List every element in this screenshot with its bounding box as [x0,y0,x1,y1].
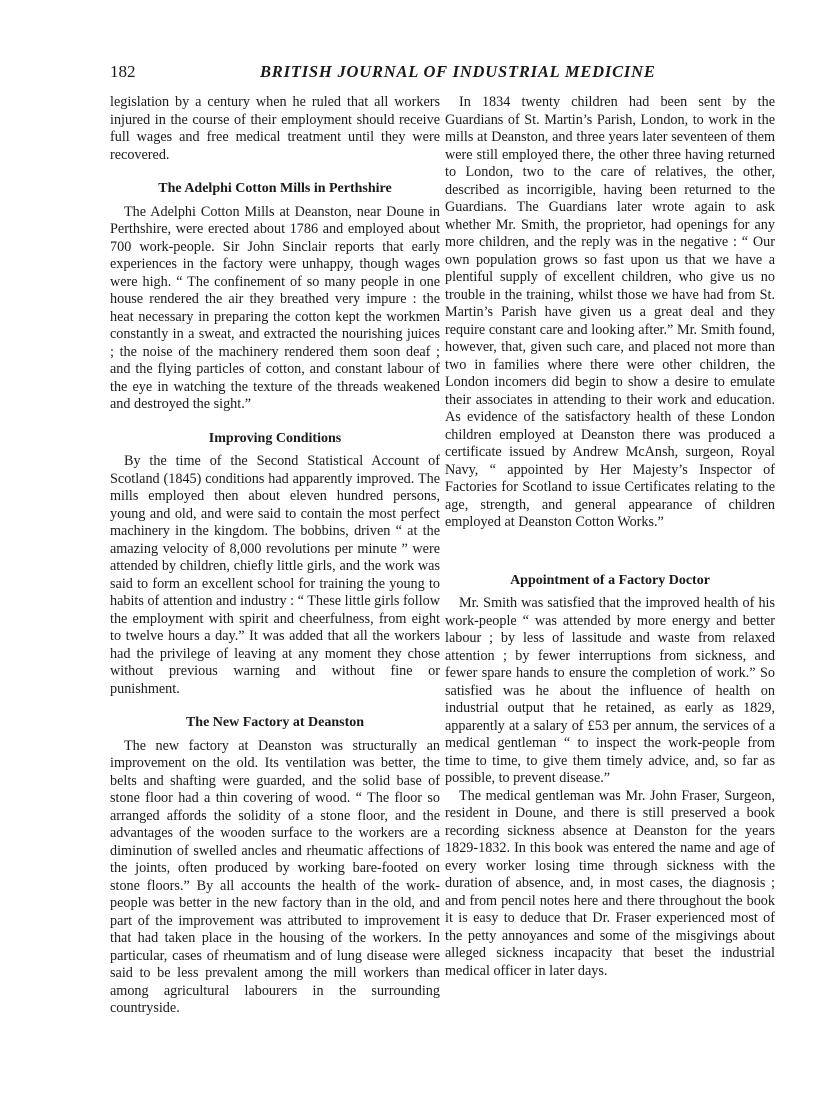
journal-title: BRITISH JOURNAL OF INDUSTRIAL MEDICINE [260,62,656,81]
right-column [445,94,775,980]
paragraph-adelphi: The Adelphi Cotton Mills at Deanston, near Doune in Perthshire, were erected about 1786 and employed about 700 work-people. Sir John Sinclair reports that early experiences in the factory were unhappy, though wages were high. “ The confinement of so many people in one house rendered the air they breathed very impure : the heat necessary in preparing the cotton kept the workmen constantly in a sweat, and extracted the nourishing juices ; the noise of the machinery rendered them soon deaf ; and the flying particles of cotton, and constant labour of the eye in watching the texture of the threads weakened and destroyed the sight.” [110,203,440,412]
paragraph-legislation: legislation by a century when he ruled that all workers injured in the course of their employment should receive full wages and free medical treatment until they were recovered. [110,94,440,163]
heading-factory-doctor: Appointment of a Factory Doctor [510,572,710,588]
page-header [110,62,772,88]
heading-adelphi-cotton-mills: The Adelphi Cotton Mills in Perthshire [158,181,392,196]
page-number: 182 [110,62,136,81]
paragraph-st-martins-children: In 1834 twenty children had been sent by the Guardians of St. Martin’s Parish, London, to work in the mills at Deanston, and three years later seventeen of them were still employed there, the other three having returned to London, two to the care of relatives, the other, described as incorrigible, having been returned to the Guardians. The Guardians later wrote again to ask whether Mr. Smith, the proprietor, had openings for any more children, and the reply was in the negative : “ Our own population grows so fast upon us that we have a plentiful supply of excellent children, who give us no trouble in the training, whilst those we have had from St. Martin’s Parish have given us a great deal and they require constant care and looking after.” Mr. Smith found, however, that, given such care, and placed not more than two in families where there were other children, the London incomers did begin to show a desire to emulate their associates in attending to their work and education. As evidence of the satisfactory health of these London children employed at Deanston there was produced a certificate issued by Andrew McAnsh, surgeon, Royal Navy, “ appointed by Her Majesty’s Inspector of Factories for Scotland to issue Certificates relating to the age, strength, and general appearance of children employed at Deanston Cotton Works.” [445,94,775,530]
paragraph-john-fraser: The medical gentleman was Mr. John Fraser, Surgeon, resident in Doune, and there is still preserved a book recording sickness absence at Deanston for the years 1829-1832. In this book was entered the name and age of every worker losing time through sickness with the duration of absence, and, in most cases, the diagnosis ; and from pencil notes here and there throughout the book it is easy to deduce that Dr. Fraser experienced most of the petty annoyances and some of the misgivings about alleged sickness incapacity that beset the industrial medical officer in later days. [445,787,775,979]
paragraph-new-factory: The new factory at Deanston was structurally an improvement on the old. Its ventilation was better, the belts and shafting were guarded, and the solid base of stone floor had a thin covering of wood. “ The floor so arranged affords the solidity of a stone floor, and the advantages of the wooden surface to the workers are a diminution of swelled ancles and rheumatic affections of the joints, often produced by working bare-footed on stone floors.” By all accounts the health of the work-people was better in the new factory than in the old, and part of the improvement was attributed to improvement that had taken place in the housing of the workers. In particular, cases of rheumatism and of lung disease were said to be less prevalent among the mill workers than among agricultural labourers in the surrounding countryside. [110,737,440,1016]
heading-improving-conditions: Improving Conditions [208,430,342,446]
paragraph-improving: By the time of the Second Statistical Account of Scotland (1845) conditions had apparently improved. The mills employed then about eleven hundred persons, young and old, and were said to contain the most perfect machinery in the kingdom. The bobbins, driven “ at the amazing velocity of 8,000 revolutions per minute ” were attended by children, chiefly little girls, and the work was said to form an excellent school for training the young to habits of attention and industry : “ These little girls follow the employment with spirit and cheerfulness, from eight to twelve hours a day.” It was added that all the workers had the privilege of leaving at any moment they chose without previous warning and without fine or punishment. [110,453,440,697]
left-column [110,94,440,1018]
paragraph-mr-smith-satisfied: Mr. Smith was satisfied that the improved health of his work-people “ was attended by more energy and better labour ; by less of lassitude and waste from relaxed attention ; by fewer interruptions from sickness, and fewer spare hands to ensure the completion of work.” So satisfied was he about the influence of health on industrial output that he retained, as early as 1829, apparently at a salary of £53 per annum, the services of a medical gentleman “ to inspect the work-people from time to time, to give them timely advice, and, so far as possible, to prevent disease.” [445,595,775,786]
heading-new-factory: The New Factory at Deanston [185,715,365,730]
